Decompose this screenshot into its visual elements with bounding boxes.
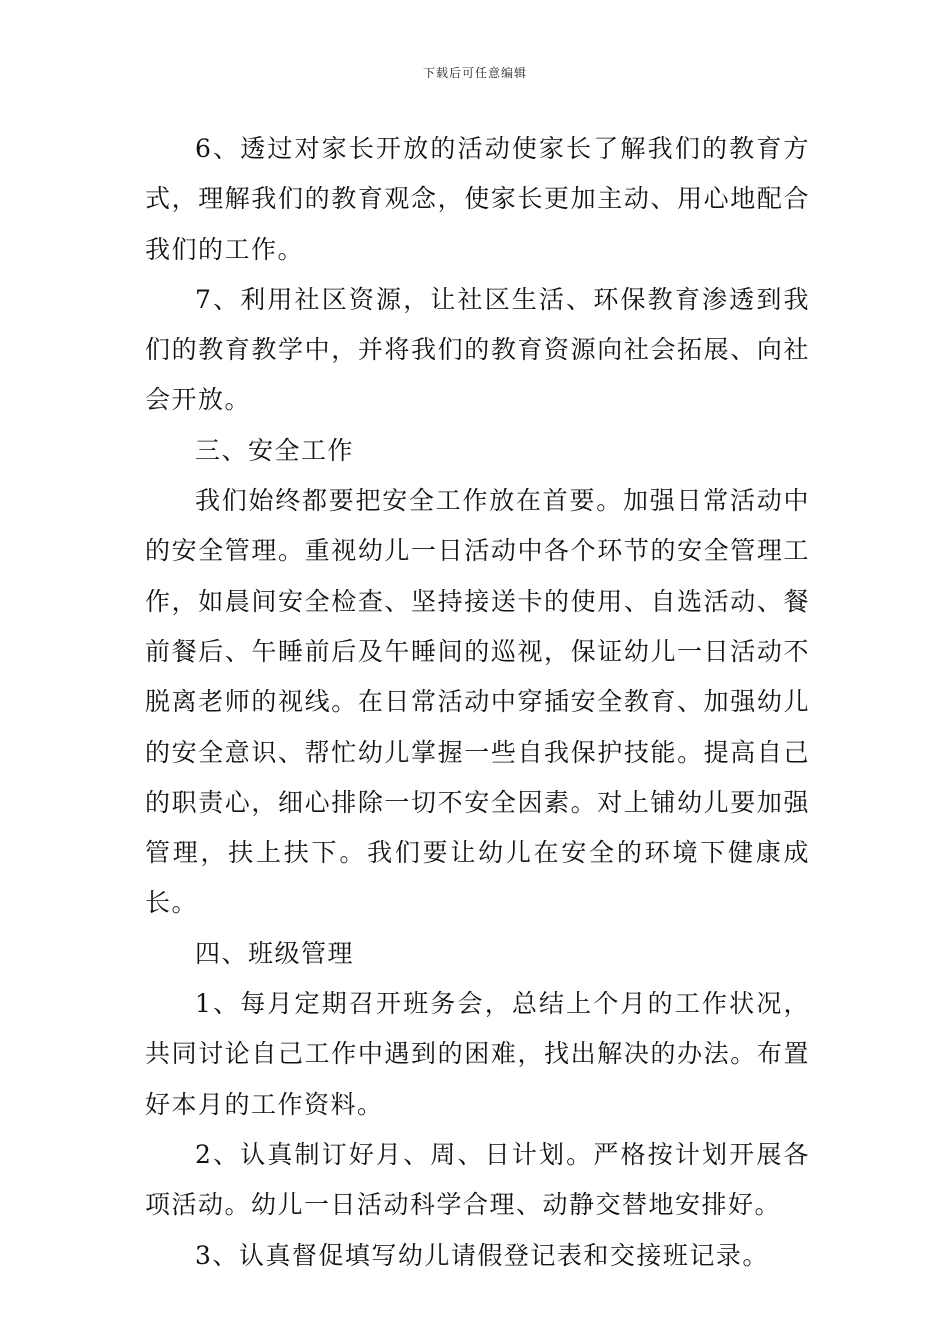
paragraph-class-item-2: 2、认真制订好月、周、日计划。严格按计划开展各项活动。幼儿一日活动科学合理、动静交替地安排好。 [145,1139,810,1220]
document-body [145,124,810,1281]
section-heading-class-management: 四、班级管理 [195,938,355,968]
page-header: 下载后可任意编辑 [422,66,527,80]
paragraph-class-item-1: 1、每月定期召开班务会，总结上个月的工作状况，共同讨论自己工作中遇到的困难，找出解决的办法。布置好本月的工作资料。 [145,989,810,1119]
paragraph-item-6: 6、透过对家长开放的活动使家长了解我们的教育方式，理解我们的教育观念，使家长更加主动、用心地配合我们的工作。 [145,134,810,264]
section-heading-safety: 三、安全工作 [195,435,355,465]
paragraph-class-item-3: 3、认真督促填写幼儿请假登记表和交接班记录。 [195,1240,769,1270]
paragraph-item-7: 7、利用社区资源，让社区生活、环保教育渗透到我们的教育教学中，并将我们的教育资源向社会拓展、向社会开放。 [145,284,810,415]
paragraph-safety-work: 我们始终都要把安全工作放在首要。加强日常活动中的安全管理。重视幼儿一日活动中各个环节的安全管理工作，如晨间安全检查、坚持接送卡的使用、自选活动、餐前餐后、午睡前后及午睡间的巡视，保证幼儿一日活动不脱离老师的视线。在日常活动中穿插安全教育、加强幼儿的安全意识、帮忙幼儿掌握一些自我保护技能。提高自己的职责心，细心排除一切不安全因素。对上铺幼儿要加强管理，扶上扶下。我们要让幼儿在安全的环境下健康成长。 [145,486,810,918]
